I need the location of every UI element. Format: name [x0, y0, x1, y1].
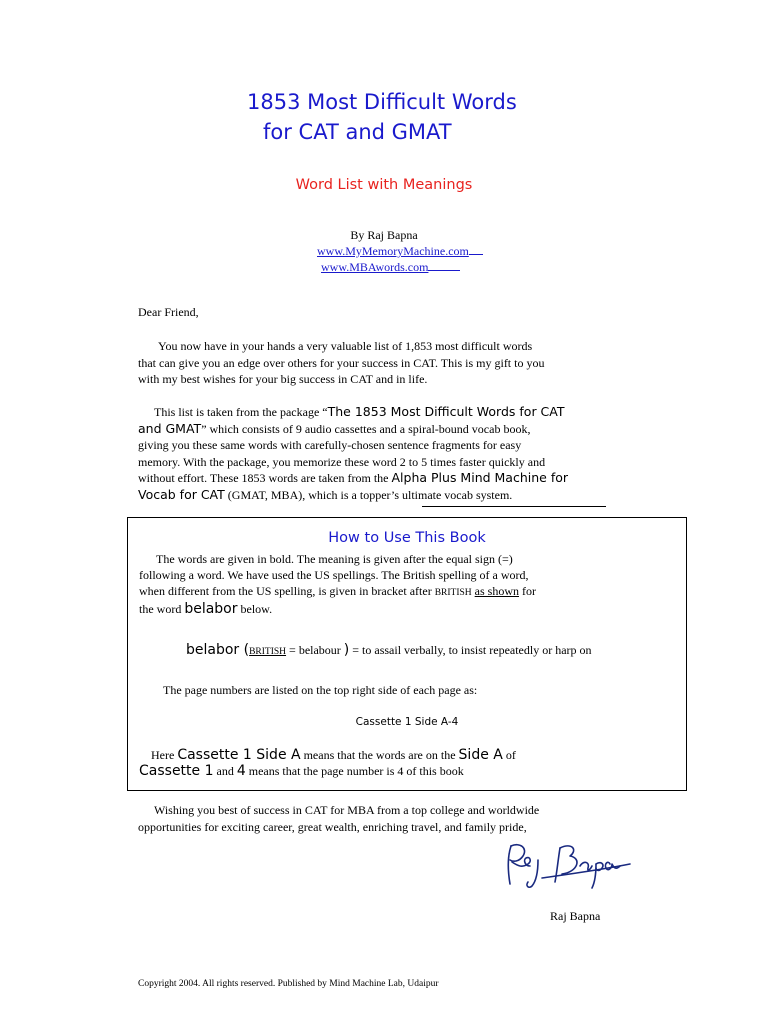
howto-line: [139, 601, 679, 617]
text: means that the page number is 4 of this book: [245, 764, 464, 778]
text: = belabour: [286, 643, 344, 657]
text: ” which consists of 9 audio cassettes and a spiral-bound vocab book,: [201, 421, 531, 436]
text: when different from the US spelling, is given in bracket after: [139, 584, 435, 598]
how-to-use-box: [127, 517, 687, 791]
definition: = to assail verbally, to insist repeatedly or harp on: [349, 643, 592, 657]
copyright-footer: Copyright 2004. All rights reserved. Published by Mind Machine Lab, Udaipur: [138, 979, 439, 989]
example-entry: [186, 642, 726, 660]
british-label: BRITISH: [249, 647, 287, 657]
text: means that the words are on the: [300, 748, 459, 762]
text: the word: [139, 602, 185, 616]
side-label: Side A: [458, 747, 503, 763]
signature-name: Raj Bapna: [550, 909, 601, 923]
subtitle: Word List with Meanings: [295, 177, 473, 193]
intro-line: with my best wishes for your big success in CAT and in life.: [138, 372, 428, 386]
closing-line: opportunities for exciting career, great wealth, enriching travel, and family pride,: [138, 819, 527, 834]
howto-paragraph-2: The page numbers are listed on the top right side of each page as:: [163, 683, 478, 697]
title-line-2: for CAT and GMAT: [263, 120, 452, 144]
package-line: [138, 421, 618, 438]
text: without effort. These 1853 words are taken from the: [138, 471, 392, 485]
link-underline-trail: [469, 243, 483, 255]
package-line: giving you these same words with carefully-chosen sentence fragments for easy: [138, 438, 522, 452]
closing-line: Wishing you best of success in CAT for MBA from a top college and worldwide: [154, 803, 540, 817]
intro-line: You now have in your hands a very valuable list of 1,853 most difficult words: [158, 339, 533, 353]
link-underline-trail: [428, 259, 460, 271]
divider-line: [422, 506, 606, 507]
text: ): [343, 642, 350, 658]
howto-line: [139, 763, 679, 779]
example-word: belabor: [184, 601, 238, 617]
text: Here: [151, 748, 178, 762]
sample-page-number: Cassette 1 Side A-4: [355, 716, 459, 728]
link-mymemorymachine-text[interactable]: www.MyMemoryMachine.com: [317, 244, 469, 258]
british-label: BRITISH: [434, 588, 472, 598]
text: of: [502, 748, 516, 762]
product-name: Vocab for CAT: [138, 486, 225, 502]
underlined-text: as shown: [474, 584, 519, 598]
howto-line: [139, 583, 679, 601]
package-line: [138, 404, 618, 421]
howto-line: following a word. We have used the US spellings. The British spelling of a word,: [139, 568, 529, 582]
page-number: 4: [236, 763, 246, 779]
howto-paragraph-3: [139, 747, 679, 779]
package-name: and GMAT: [138, 420, 202, 436]
text: for: [519, 584, 536, 598]
package-paragraph: [138, 404, 618, 503]
text: and: [213, 764, 237, 778]
package-line: [138, 487, 618, 504]
intro-line: that can give you an edge over others for your success in CAT. This is my gift to you: [138, 355, 545, 370]
greeting: Dear Friend,: [138, 305, 199, 319]
link-mbawords-text[interactable]: www.MBAwords.com: [321, 260, 429, 274]
package-name: The 1853 Most Difficult Words for CAT: [327, 404, 565, 419]
text: (GMAT, MBA), which is a topper’s ultimate vocab system.: [224, 487, 513, 502]
howto-line: [139, 747, 679, 763]
text: below.: [237, 602, 273, 616]
text: This list is taken from the package “: [154, 405, 328, 419]
link-mbawords[interactable]: [321, 259, 460, 275]
author-byline: By Raj Bapna: [350, 228, 418, 242]
cassette-label: Cassette 1: [139, 763, 214, 779]
handwritten-signature-image: [480, 834, 648, 904]
howto-paragraph-1: [139, 551, 679, 617]
package-line: memory. With the package, you memorize these word 2 to 5 times faster quickly and: [138, 454, 546, 469]
howto-line: The words are given in bold. The meaning is given after the equal sign (=): [156, 552, 513, 566]
package-line: [138, 470, 618, 487]
example-word: belabor (: [186, 642, 250, 658]
cassette-label: Cassette 1 Side A: [177, 747, 301, 763]
closing-paragraph: [138, 802, 618, 835]
link-mymemorymachine[interactable]: [317, 243, 483, 259]
title-line-1: 1853 Most Difficult Words: [247, 90, 517, 114]
product-name: Alpha Plus Mind Machine for: [391, 470, 569, 485]
box-title: How to Use This Book: [328, 530, 486, 546]
intro-paragraph: [138, 338, 618, 388]
